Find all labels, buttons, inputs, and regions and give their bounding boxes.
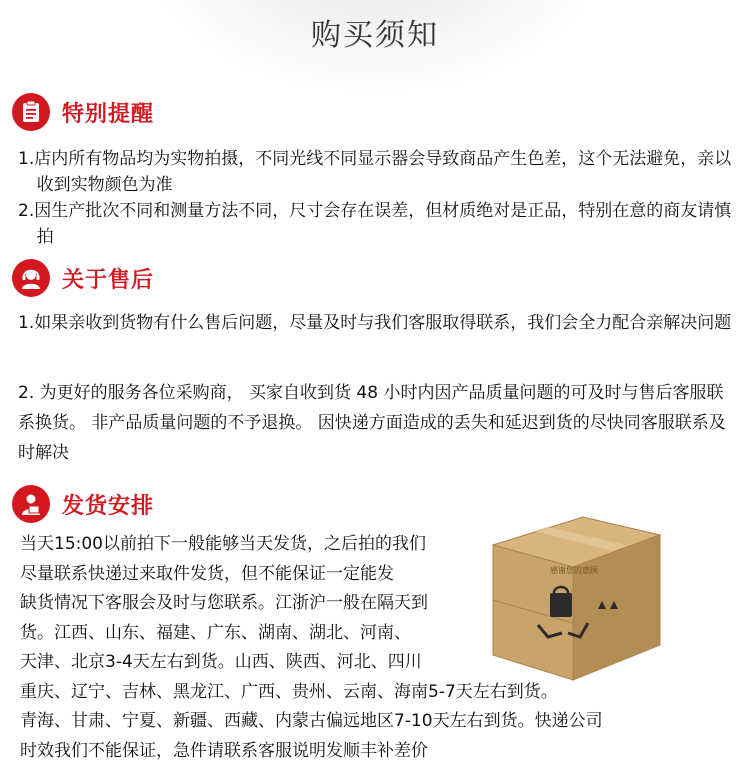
clipboard-icon bbox=[12, 93, 50, 131]
after-sales-item-2: 2. 为更好的服务各位采购商， 买家自收到货 48 小时内因产品质量问题的可及时与售后客服联系换货。 非产品质量问题的不予退换。 因快递方面造成的丢失和延迟到货的尽快同客服联系及时解决 bbox=[18, 378, 730, 468]
courier-icon bbox=[12, 485, 50, 523]
after-sales-item-1: 1.如果亲收到货物有什么售后问题，尽量及时与我们客服取得联系，我们会全力配合亲解决问题 bbox=[18, 310, 749, 336]
shipping-line: 重庆、辽宁、吉林、黑龙江、广西、贵州、云南、海南5-7天左右到货。 bbox=[20, 678, 720, 708]
reminder-item-2: 2.因生产批次不同和测量方法不同，尺寸会存在误差，但材质绝对是正品，特别在意的商友请慎拍 bbox=[18, 198, 737, 250]
shipping-line: 当天15:00以前拍下一般能够当天发货，之后拍的我们 bbox=[20, 530, 720, 560]
reminder-item-1: 1.店内所有物品均为实物拍摄，不同光线不同显示器会导致商品产生色差，这个无法避免，亲以收到实物颜色为准 bbox=[18, 146, 737, 198]
section-after-sales-title: 关于售后 bbox=[62, 263, 154, 294]
section-shipping-title: 发货安排 bbox=[62, 489, 154, 520]
shipping-line: 时效我们不能保证，急件请联系客服说明发顺丰补差价 bbox=[20, 737, 720, 766]
section-after-sales-header bbox=[12, 258, 154, 298]
box-label: 感谢您的惠顾 bbox=[550, 565, 598, 576]
cardboard-box-icon bbox=[488, 505, 663, 685]
section-shipping-header bbox=[12, 484, 154, 524]
section-reminder-header bbox=[12, 92, 154, 132]
shipping-line: 缺货情况下客服会及时与您联系。江浙沪一般在隔天到 bbox=[20, 589, 720, 619]
shipping-line: 货。江西、山东、福建、广东、湖南、湖北、河南、 bbox=[20, 619, 720, 649]
section-reminder-title: 特别提醒 bbox=[62, 97, 154, 128]
customer-service-icon bbox=[12, 259, 50, 297]
page-title: 购买须知 bbox=[0, 10, 750, 54]
shipping-line: 天津、北京3-4天左右到货。山西、陕西、河北、四川 bbox=[20, 648, 720, 678]
shipping-line: 青海、甘肃、宁夏、新疆、西藏、内蒙古偏远地区7-10天左右到货。快递公司 bbox=[20, 707, 720, 737]
shipping-line: 尽量联系快递过来取件发货，但不能保证一定能发 bbox=[20, 560, 720, 590]
